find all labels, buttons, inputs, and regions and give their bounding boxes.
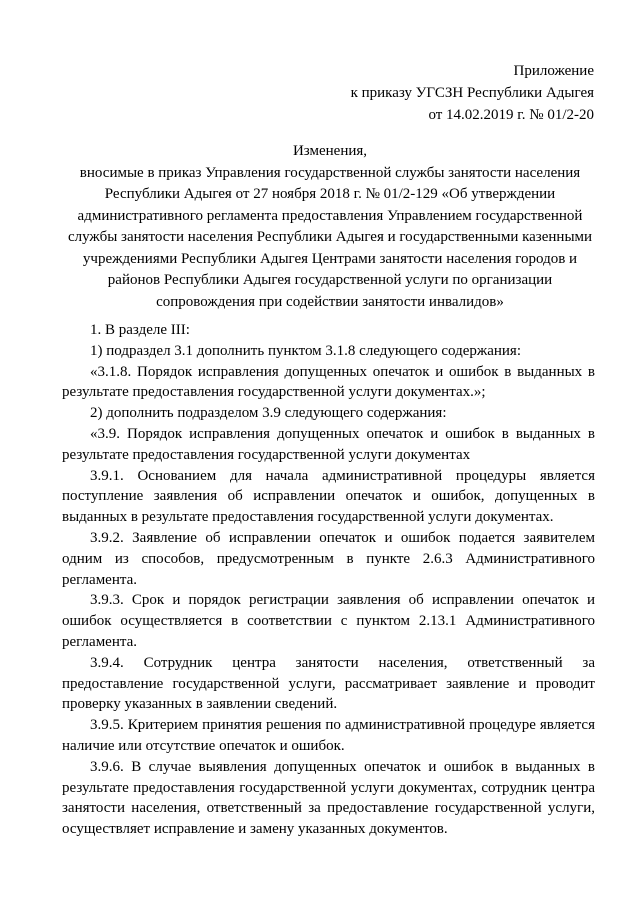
title-line: учреждениями Республики Адыгея Центрами занятости населения городов и — [82, 250, 578, 267]
paragraph: 3.9.5. Критерием принятия решения по административной процедуре является наличие или отсутствие опечаток и ошибок. — [62, 717, 595, 754]
paragraph: 3.9.6. В случае выявления допущенных опечаток и ошибок в выданных в результате предоставления государственной услуги документах, сотрудник центра занятости населения, ответственный за предоставление государственной услуги, осуществляет исправление и замену указанных документов. — [62, 758, 595, 838]
title-line: сопровождения при содействии занятости инвалидов» — [156, 293, 504, 310]
paragraph: 1. В разделе III: — [90, 322, 190, 338]
title-line: административного регламента предоставления Управлением государственной — [77, 207, 583, 224]
title-line: районов Республики Адыгея государственной услуги по организации — [107, 272, 553, 288]
title-line: Республики Адыгея от 27 ноября 2018 г. № 01/2-129 «Об утверждении — [104, 186, 556, 202]
title-line: службы занятости населения Республики Адыгея и государственными казенными — [67, 229, 593, 245]
appendix-label: Приложение — [513, 63, 594, 79]
title-line: Изменения, — [292, 143, 368, 159]
paragraph: 3.9.4. Сотрудник центра занятости населения, ответственный за предоставление государственной услуги, рассматривает заявление и проводит проверку указанных в заявлении сведений. — [62, 654, 595, 713]
paragraph: 1) подраздел 3.1 дополнить пунктом 3.1.8 следующего содержания: — [90, 342, 522, 359]
paragraph: «3.1.8. Порядок исправления допущенных опечаток и ошибок в выданных в результате предоставления государственной услуги документах.»; — [62, 363, 595, 401]
paragraph: 3.9.2. Заявление об исправлении опечаток и ошибок подается заявителем одним из способов, предусмотренным в пункте 2.6.3 Административного регламента. — [62, 529, 595, 588]
paragraph: 3.9.3. Срок и порядок регистрации заявления об исправлении опечаток и ошибок осуществляется в соответствии с пунктом 2.13.1 Административного регламента. — [62, 592, 595, 650]
appendix-header — [351, 60, 594, 126]
appendix-order-date: от 14.02.2019 г. № 01/2-20 — [428, 107, 594, 123]
appendix-order-ref: к приказу УГСЗН Республики Адыгея — [350, 85, 594, 101]
document-body — [62, 320, 595, 840]
document-title — [50, 141, 610, 313]
paragraph: 3.9.1. Основанием для начала административной процедуры является поступление заявления об исправлении опечаток и ошибок, допущенных в выданных в результате предоставления государственной услуги документах. — [62, 467, 595, 526]
paragraph: 2) дополнить подразделом 3.9 следующего содержания: — [90, 405, 447, 422]
paragraph: «3.9. Порядок исправления допущенных опечаток и ошибок в выданных в результате предоставления государственной услуги документах — [62, 425, 595, 463]
title-line: вносимые в приказ Управления государственной службы занятости населения — [79, 164, 581, 181]
